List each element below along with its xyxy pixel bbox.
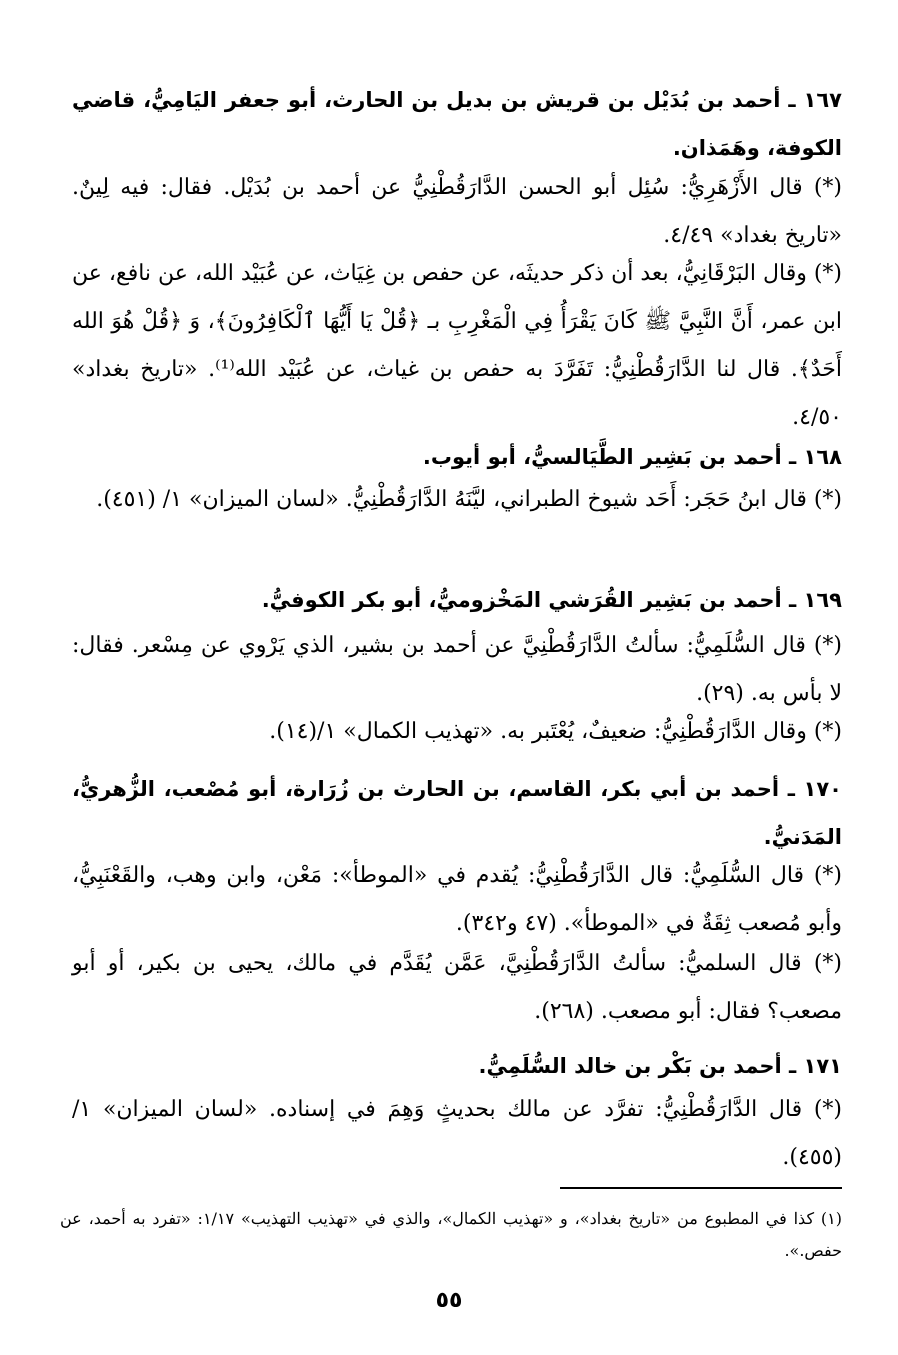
footnote-separator xyxy=(560,1187,842,1189)
entry-169-quote-1: (*) قال السُّلَمِيُّ: سألتُ الدَّارَقُطْنِيَّ عن أحمد بن بشير، الذي يَرْوي عن مِسْعر. فقال: لا بأس به. (٢٩). xyxy=(72,633,842,706)
entry-168-quote-1: (*) قال ابنُ حَجَر: أَحَد شيوخ الطبراني، ليَّنَهُ الدَّارَقُطْنِيُّ. «لسان الميزان» ١/ (٤٥١). xyxy=(96,487,842,512)
entry-169-quote-2: (*) وقال الدَّارَقُطْنِيُّ: ضعيفٌ، يُعْتَبر به. «تهذيب الكمال» ١/(١٤). xyxy=(269,719,842,744)
entry-167-heading: ١٦٧ ـ أحمد بن بُدَيْل بن قريش بن بديل بن الحارث، أبو جعفر اليَامِيُّ، قاضي الكوفة، وهَمَذان. xyxy=(72,88,842,160)
entry-170-quote-1: (*) قال السُّلَمِيُّ: قال الدَّارَقُطْنِيُّ: يُقدم في «الموطأ»: مَعْن، وابن وهب، والقَعْنَبِيُّ، وأبو مُصعب ثِقَةٌ في «الموطأ». (٤٧ و٣٤٢). xyxy=(72,863,842,936)
entry-168-heading: ١٦٨ ـ أحمد بن بَشِير الطَّيَالسيُّ، أبو أيوب. xyxy=(422,445,842,469)
entry-167-quote-2: (*) وقال البَرْقَانِيُّ، بعد أن ذكر حديثَه، عن حفص بن غِيَاث، عن عُبَيْد الله، عن نافع، عن ابن عمر، أَنَّ النَّبِيَّ ﷺ كَانَ يَقْرَأُ فِي الْمَغْرِبِ بـ ﴿قُلْ يَا أَيُّهَا ٱلْكَافِرُونَ﴾، وَ ﴿قُلْ هُوَ الله أَحَدٌ﴾. قال لنا الدَّارَقُطْنِيُّ: تَفَرَّدَ به حفص بن غياث، عن عُبَيْد الله⁽¹⁾. «تاريخ بغداد» ٤/٥٠. xyxy=(72,261,842,430)
entry-171-heading: ١٧١ ـ أحمد بن بَكْر بن خالد السُّلَمِيُّ. xyxy=(478,1054,842,1078)
page-number: ٥٥ xyxy=(435,1288,463,1313)
entry-170-heading: ١٧٠ ـ أحمد بن أبي بكر، القاسم، بن الحارث بن زُرَارة، أبو مُصْعب، الزُّهريُّ، المَدَنيُّ. xyxy=(72,777,842,849)
footnote-1: (١) كذا في المطبوع من «تاريخ بغداد»، و «تهذيب الكمال»، والذي في «تهذيب التهذيب» ١/١٧: «تفرد به أحمد، عن حفص.». xyxy=(60,1209,842,1260)
entry-170-quote-2: (*) قال السلميُّ: سألتُ الدَّارَقُطْنِيَّ، عَمَّن يُقَدَّم في مالك، يحيى بن بكير، أو أبو مصعب؟ فقال: أبو مصعب. (٢٦٨). xyxy=(72,951,842,1024)
entry-167-quote-1: (*) قال الأَزْهَرِيُّ: سُئِل أبو الحسن الدَّارَقُطْنِيُّ عن أحمد بن بُدَيْل. فقال: فيه لِينٌ. «تاريخ بغداد» ٤/٤٩. xyxy=(72,175,842,248)
entry-171-quote-1: (*) قال الدَّارَقُطْنِيُّ: تفرَّد عن مالك بحديثٍ وَهِمَ في إسناده. «لسان الميزان» ١/ (٤٥٥). xyxy=(72,1097,842,1170)
entry-169-heading: ١٦٩ ـ أحمد بن بَشِير القُرَشي المَخْزوميُّ، أبو بكر الكوفيُّ. xyxy=(261,588,842,612)
